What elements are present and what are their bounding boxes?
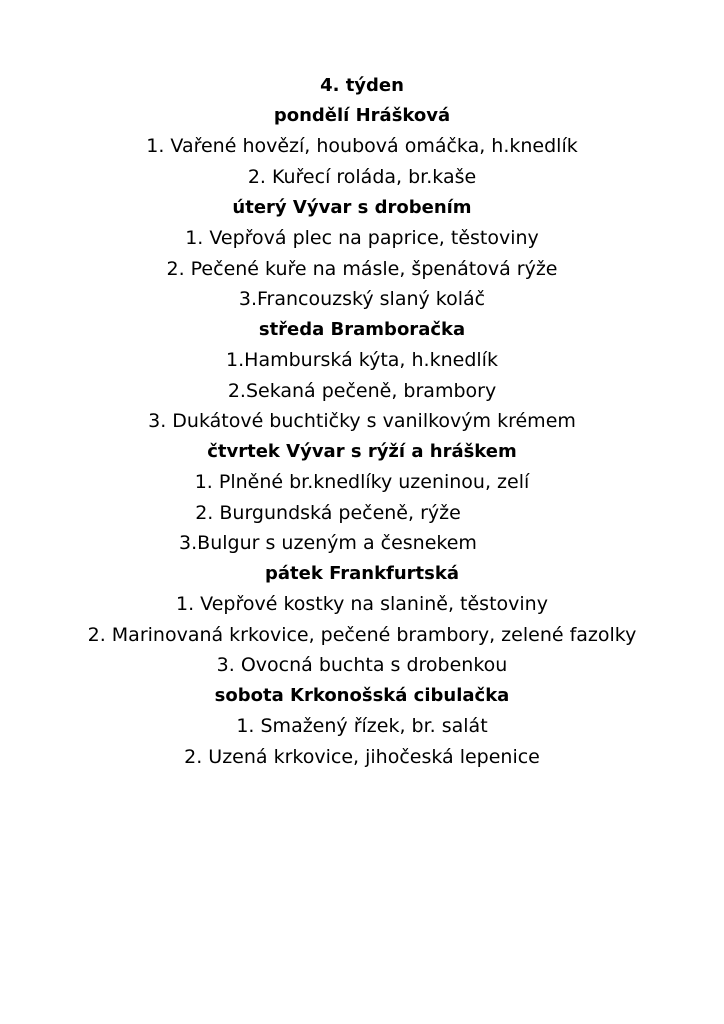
day-heading-tuesday: úterý Vývar s drobením (232, 197, 472, 218)
menu-item: 2. Burgundská pečeně, rýže (195, 502, 461, 524)
menu-item: 1. Vařené hovězí, houbová omáčka, h.knedlík (146, 135, 578, 157)
week-title: 4. týden (320, 75, 404, 96)
menu-item: 2. Kuřecí roláda, br.kaše (247, 166, 477, 188)
menu-item: 2.Sekaná pečeně, brambory (227, 380, 497, 402)
day-heading-friday: pátek Frankfurtská (265, 563, 459, 584)
menu-item: 2. Pečené kuře na másle, špenátová rýže (166, 258, 558, 280)
menu-item: 3.Bulgur s uzeným a česnekem (179, 532, 477, 554)
menu-item: 2. Uzená krkovice, jihočeská lepenice (184, 746, 540, 768)
menu-item: 1. Vepřová plec na paprice, těstoviny (185, 227, 539, 249)
day-heading-thursday: čtvrtek Vývar s rýží a hráškem (207, 441, 517, 462)
day-heading-wednesday: středa Bramboračka (258, 319, 466, 340)
menu-item: 3.Francouzský slaný koláč (238, 288, 486, 310)
menu-item: 2. Marinovaná krkovice, pečené brambory, zelené fazolky (87, 624, 637, 646)
day-heading-saturday: sobota Krkonošská cibulačka (214, 685, 510, 706)
menu-item: 1. Vepřové kostky na slanině, těstoviny (176, 593, 548, 615)
menu-item: 3. Dukátové buchtičky s vanilkovým krémem (148, 410, 576, 432)
menu-item: 1. Plněné br.knedlíky uzeninou, zelí (194, 471, 530, 493)
menu-item: 1. Smažený řízek, br. salát (236, 715, 488, 737)
menu-item: 1.Hamburská kýta, h.knedlík (226, 349, 498, 371)
day-heading-monday: pondělí Hrášková (273, 105, 451, 126)
menu-item: 3. Ovocná buchta s drobenkou (216, 654, 508, 676)
